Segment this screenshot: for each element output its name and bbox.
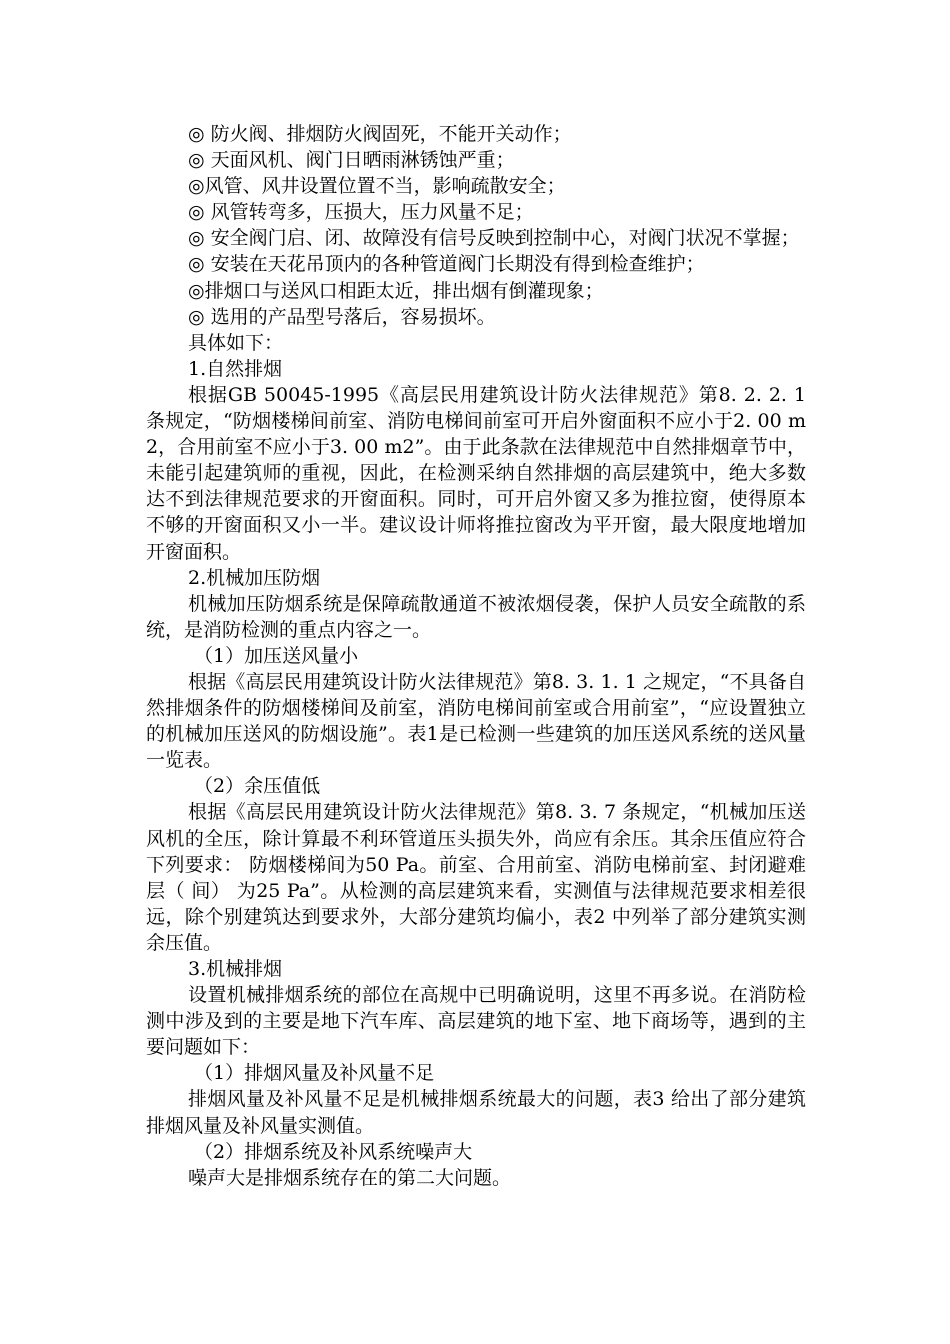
heading-mechanical-pressurization: 2.机械加压防烟 [188,566,321,589]
bullet-duct-position: ◎风管、风井设置位置不当，影响疏散安全； [188,175,566,198]
paragraph-supply-air-volume: 根据《高层民用建筑设计防火法律规范》第8. 3. 1. 1 之规定，“不具备自然排烟条件的防烟楼梯间及前室，消防电梯间前室或合用前室”，“应设置独立的机械加压送风的防烟设施”。表1是已检测一些建筑的加压送风系统的送风量一览表。 [146,670,806,772]
subheading-exhaust-volume: （1）排烟风量及补风量不足 [194,1062,435,1085]
paragraph-exhaust-volume: 排烟风量及补风量不足是机械排烟系统最大的问题，表3 给出了部分建筑排烟风量及补风量实测值。 [146,1088,806,1137]
bullet-duct-bends: ◎ 风管转弯多，压损大，压力风量不足； [188,201,534,224]
paragraph-mechanical-pressurization: 机械加压防烟系统是保障疏散通道不被浓烟侵袭，保护人员安全疏散的系统，是消防检测的重点内容之一。 [146,592,806,641]
subheading-residual-pressure: （2）余压值低 [194,775,321,798]
heading-mechanical-smoke-exhaust: 3.机械排烟 [188,958,283,980]
bullet-exhaust-inlet-distance: ◎排烟口与送风口相距太近，排出烟有倒灌现象； [188,279,604,302]
paragraph-natural-smoke-exhaust: 根据GB 50045-1995《高层民用建筑设计防火法律规范》第8. 2. 2. 1 条规定，“防烟楼梯间前室、消防电梯间前室可开启外窗面积不应小于2. 00 m2，合用前室不应小于3. 00 m2”。由于此条款在法律规范中自然排烟章节中，未能引起建筑师的重视，因此，在检测采纳自然排烟的高层建筑中，绝大多数达不到法律规范要求的开窗面积。同时，可开启外窗又多为推拉窗，使得原本不够的开窗面积又小一半。建议设计师将推拉窗改为平开窗，最大限度地增加开窗面积。 [146,383,806,563]
bullet-outdated-products: ◎ 选用的产品型号落后，容易损坏。 [188,305,496,328]
bullet-valve-signal: ◎ 安全阀门启、闭、故障没有信号反映到控制中心，对阀门状况不掌握； [188,227,800,250]
bullet-ceiling-valves: ◎ 安装在天花吊顶内的各种管道阀门长期没有得到检查维护； [188,253,705,276]
intro-details: 具体如下： [188,331,284,354]
paragraph-mechanical-smoke-exhaust: 设置机械排烟系统的部位在高规中已明确说明，这里不再多说。在消防检测中涉及到的主要是地下汽车库、高层建筑的地下室、地下商场等，遇到的主要问题如下： [146,984,806,1059]
document-body [146,121,806,1191]
subheading-supply-air-volume: （1）加压送风量小 [194,644,359,667]
bullet-fire-damper: ◎ 防火阀、排烟防火阀固死，不能开关动作； [188,123,572,145]
bullet-roof-fan-corrosion: ◎ 天面风机、阀门日晒雨淋锈蚀严重； [188,149,515,172]
paragraph-residual-pressure: 根据《高层民用建筑设计防火法律规范》第8. 3. 7 条规定，“机械加压送风机的全压，除计算最不利环管道压头损失外，尚应有余压。其余压值应符合下列要求： 防烟楼梯间为50 Pa。前室、合用前室、消防电梯前室、封闭避难层（ 间） 为25 Pa”。从检测的高层建筑来看，实测值与法律规范要求相差很远，除个别建筑达到要求外，大部分建筑均偏小，表2 中列举了部分建筑实测余压值。 [146,801,806,954]
heading-natural-smoke-exhaust: 1.自然排烟 [188,357,283,380]
paragraph-system-noise: 噪声大是排烟系统存在的第二大问题。 [188,1166,512,1189]
subheading-system-noise: （2）排烟系统及补风系统噪声大 [194,1140,473,1163]
